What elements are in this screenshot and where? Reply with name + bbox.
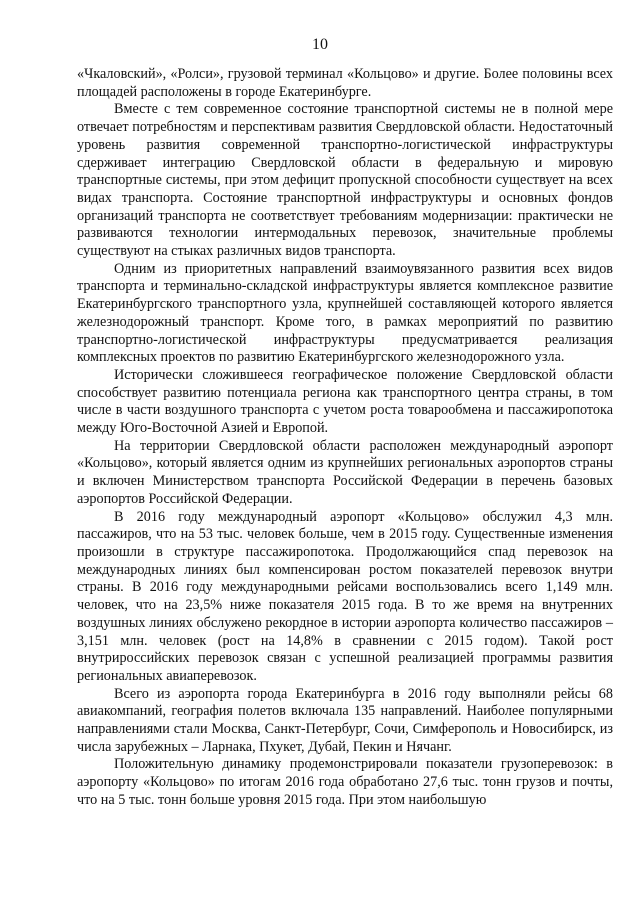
paragraph-continuation: «Чкаловский», «Ролси», грузовой терминал «Кольцово» и другие. Более половины всех площадей расположены в городе Екатеринбурге.: [77, 66, 613, 100]
paragraph-geographic-position: Исторически сложившееся географическое положение Свердловской области способствует развитию потенциала региона как транспортного центра страны, в том числе в части воздушного транспорта с учетом роста товарообмена и пассажиропотока между Юго-Восточной Азией и Европой.: [77, 366, 613, 437]
paragraph-airlines-destinations: Всего из аэропорта города Екатеринбурга в 2016 году выполняли рейсы 68 авиакомпаний, география полетов включала 135 направлений. Наиболее популярными направлениями стали Москва, Санкт-Петербург, Сочи, Симферополь и Новосибирск, из числа зарубежных – Ларнака, Пхукет, Дубай, Пекин и Нячанг.: [77, 685, 613, 755]
page-number: 10: [312, 36, 328, 53]
paragraph-passenger-traffic-2016: В 2016 году международный аэропорт «Кольцово» обслужил 4,3 млн. пассажиров, что на 53 тыс. человек больше, чем в 2015 году. Существенные изменения произошли в структуре пассажиропотока. Продолжающийся спад перевозок на международных линиях был компенсирован ростом показателей перевозок внутри страны. В 2016 году международными рейсами воспользовались всего 1,149 млн. человек, что на 23,5% ниже показателя 2015 года. В то же время на внутренних воздушных линиях обслужено рекордное в истории аэропорта количество пассажиров – 3,151 млн. человек (рост на 14,8% в сравнении с 2015 годом). Такой рост внутрироссийских перевозок связан с успешной реализацией программы развития региональных авиаперевозок.: [77, 508, 613, 684]
paragraph-cargo-dynamics: Положительную динамику продемонстрировали показатели грузоперевозок: в аэропорту «Кольцово» по итогам 2016 года обработано 27,6 тыс. тонн грузов и почты, что на 5 тыс. тонн больше уровня 2015 года. При этом наибольшую: [77, 756, 613, 808]
paragraph-transport-system-state: Вместе с тем современное состояние транспортной системы не в полной мере отвечает потребностям и перспективам развития Свердловской области. Недостаточный уровень развития современной транспортно-логистической инфраструктуры сдерживает интеграцию Свердловской области в федеральную и мировую транспортные системы, при этом дефицит пропускной способности существует на всех видах транспорта. Состояние транспортной инфраструктуры и основных фондов организаций транспорта не соответствует требованиям модернизации: практически не развиваются технологии интермодальных перевозок, значительные проблемы существуют на стыках различных видов транспорта.: [77, 101, 613, 260]
document-body: [77, 66, 613, 810]
paragraph-koltsovo-airport: На территории Свердловской области расположен международный аэропорт «Кольцово», который является одним из крупнейших региональных аэропортов страны и включен Министерством транспорта Российской Федерации в перечень базовых аэропортов Российской Федерации.: [77, 437, 613, 507]
paragraph-priority-directions: Одним из приоритетных направлений взаимоувязанного развития всех видов транспорта и терминально-складской инфраструктуры является комплексное развитие Екатеринбургского транспортного узла, крупнейшей составляющей которого является железнодорожный транспорт. Кроме того, в рамках мероприятий по развитию транспортно-логистической инфраструктуры предусматривается реализация комплексных проектов по развитию Екатеринбургского железнодорожного узла.: [77, 260, 613, 366]
